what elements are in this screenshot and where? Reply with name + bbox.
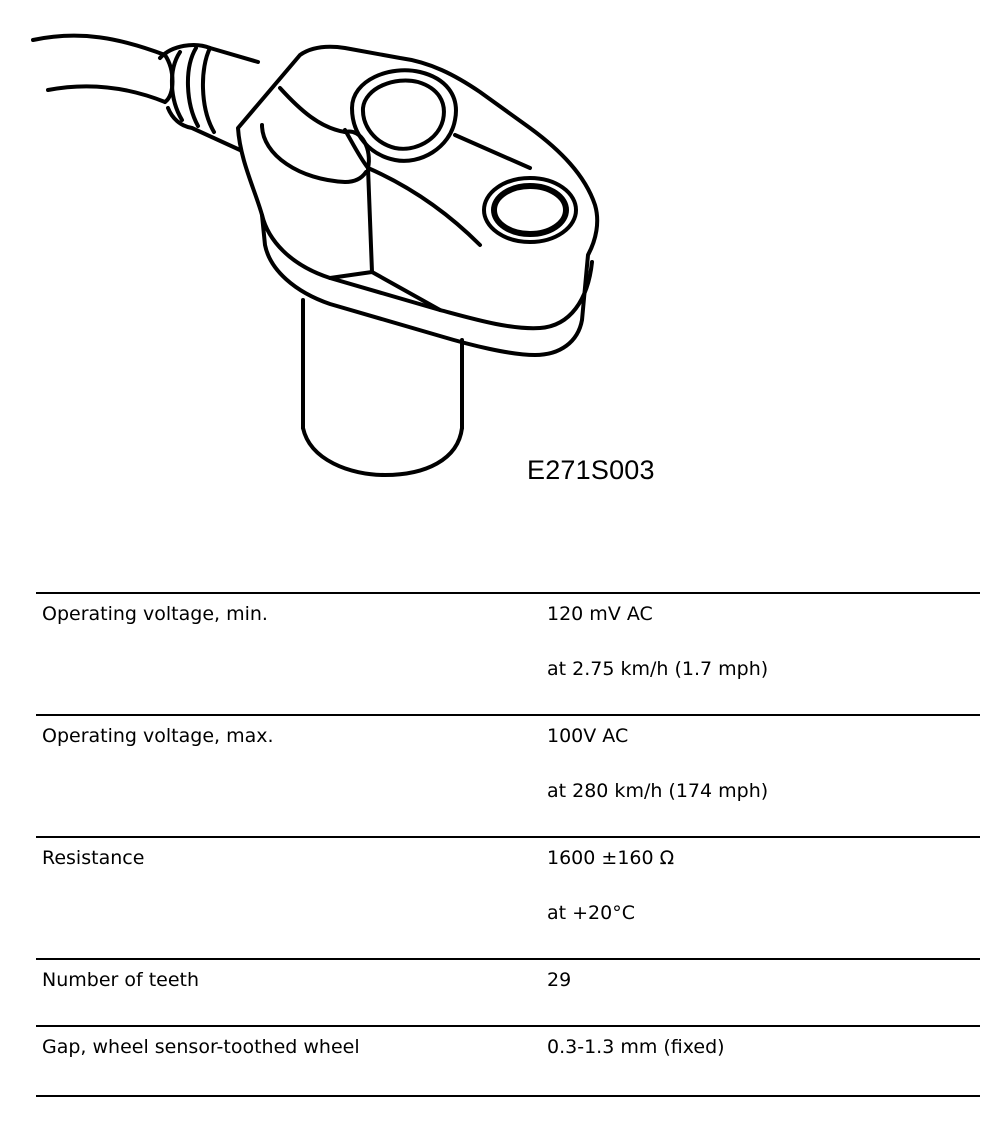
param-label: Operating voltage, max. xyxy=(42,725,274,747)
value-primary: 100V AC xyxy=(547,725,629,747)
table-row xyxy=(36,837,980,959)
value-primary: 0.3-1.3 mm (fixed) xyxy=(547,1036,725,1058)
table-row xyxy=(36,715,980,837)
value-primary: 1600 ±160 Ω xyxy=(547,847,675,869)
param-cell xyxy=(36,593,547,715)
figure-code: E271S003 xyxy=(527,455,655,485)
spec-table xyxy=(36,592,980,1097)
param-cell xyxy=(36,837,547,959)
value-primary: 29 xyxy=(547,969,572,991)
table-row xyxy=(36,1026,980,1096)
table-row xyxy=(36,959,980,1026)
value-condition: at 2.75 km/h (1.7 mph) xyxy=(547,658,769,680)
bolt-hole xyxy=(484,178,576,242)
param-label: Gap, wheel sensor-toothed wheel xyxy=(42,1036,360,1058)
sensor-body xyxy=(303,300,462,475)
value-cell xyxy=(547,837,980,959)
mounting-flange xyxy=(238,47,597,355)
value-primary: 120 mV AC xyxy=(547,603,653,625)
sensor-cable xyxy=(33,36,173,102)
value-cell xyxy=(547,593,980,715)
cable-boot xyxy=(160,45,258,150)
value-condition: at +20°C xyxy=(547,902,635,924)
wheel-sensor-illustration xyxy=(0,0,1008,540)
param-cell xyxy=(36,715,547,837)
param-cell xyxy=(36,1026,547,1096)
param-label: Resistance xyxy=(42,847,145,869)
value-cell xyxy=(547,715,980,837)
value-cell xyxy=(547,1026,980,1096)
param-cell xyxy=(36,959,547,1026)
sensor-boss xyxy=(262,70,456,182)
value-cell xyxy=(547,959,980,1026)
param-label: Operating voltage, min. xyxy=(42,603,268,625)
value-condition: at 280 km/h (174 mph) xyxy=(547,780,769,802)
table-row xyxy=(36,593,980,715)
param-label: Number of teeth xyxy=(42,969,200,991)
